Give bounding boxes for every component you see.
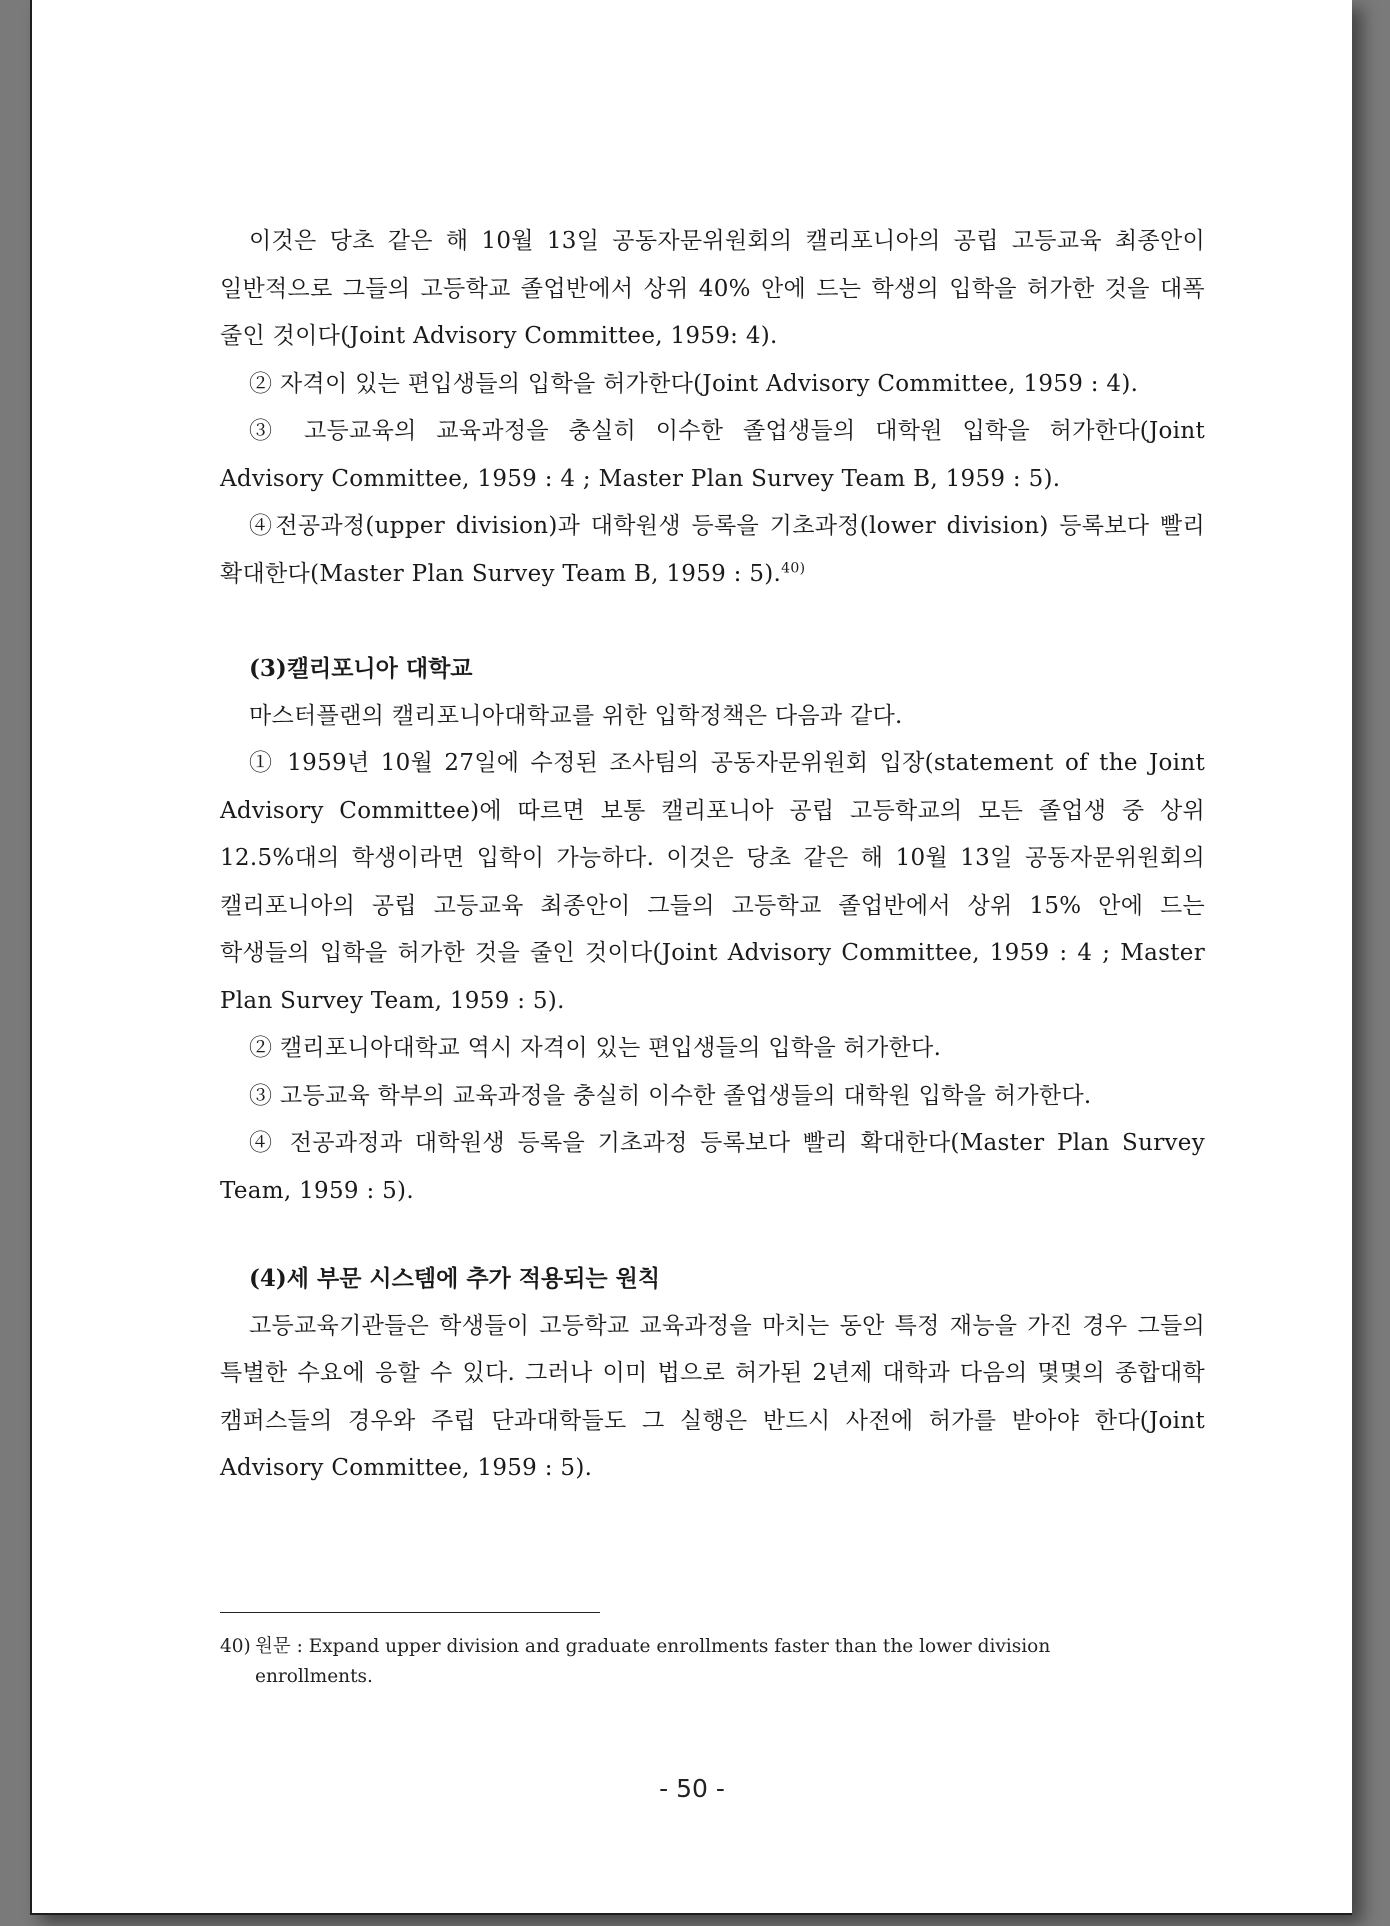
footnote-line — [220, 1632, 1205, 1662]
footnote-divider — [220, 1612, 600, 1613]
footnote — [220, 1632, 1205, 1692]
paragraph: 고등교육기관들은 학생들이 고등학교 교육과정을 마치는 동안 특정 재능을 가진 경우 그들의 특별한 수요에 응할 수 있다. 그러나 이미 법으로 허가된 2년제 대학과 다음의 몇몇의 종합대학 캠퍼스들의 경우와 주립 단과대학들도 그 실행은 반드시 사전에 허가를 받아야 한다(Joint Advisory Committee, 1959 : 5). — [220, 1312, 1205, 1481]
body-text — [220, 218, 1205, 1493]
footnote-reference[interactable]: 40) — [781, 559, 806, 576]
paragraph: ② 캘리포니아대학교 역시 자격이 있는 편입생들의 입학을 허가한다. — [249, 1035, 942, 1061]
paragraph-with-footnote — [220, 503, 1205, 598]
paragraph: ③ 고등교육 학부의 교육과정을 충실히 이수한 졸업생들의 대학원 입학을 허가한다. — [249, 1082, 1092, 1109]
paragraph-text: ④전공과정(upper division)과 대학원생 등록을 기초과정(lower division) 등록보다 빨리 확대한다(Master Plan Survey Team B, 1959 : 5). — [220, 513, 1205, 587]
section-heading: (3)캘리포니아 대학교 — [249, 655, 473, 682]
footnote-text: 원문 : Expand upper division and graduate enrollments faster than the lower division — [255, 1636, 1051, 1657]
paragraph: ③ 고등교육의 교육과정을 충실히 이수한 졸업생들의 대학원 입학을 허가한다(Joint Advisory Committee, 1959 : 4 ; Master Plan Survey Team B, 1959 : 5). — [220, 418, 1205, 492]
section-heading: (4)세 부문 시스템에 추가 적용되는 원칙 — [249, 1265, 661, 1292]
spacer — [220, 1215, 1205, 1255]
paragraph: ④ 전공과정과 대학원생 등록을 기초과정 등록보다 빨리 확대한다(Master Plan Survey Team, 1959 : 5). — [220, 1130, 1205, 1204]
spacer — [220, 598, 1205, 645]
document-page — [30, 0, 1352, 1915]
footnote-text-continued: enrollments. — [255, 1666, 373, 1687]
paragraph: 마스터플랜의 캘리포니아대학교를 위한 입학정책은 다음과 같다. — [249, 702, 903, 729]
paragraph: 이것은 당초 같은 해 10월 13일 공동자문위원회의 캘리포니아의 공립 고등교육 최종안이 일반적으로 그들의 고등학교 졸업반에서 상위 40% 안에 드는 학생의 입학을 허가한 것을 대폭 줄인 것이다(Joint Advisory Committee, 1959: 4). — [220, 228, 1205, 349]
paragraph: ② 자격이 있는 편입생들의 입학을 허가한다(Joint Advisory Committee, 1959 : 4). — [249, 370, 1139, 397]
footnote-number: 40) — [220, 1636, 251, 1657]
page-number: - 50 - — [659, 1774, 725, 1803]
paragraph: ① 1959년 10월 27일에 수정된 조사팀의 공동자문위원회 입장(statement of the Joint Advisory Committee)에 따르면 보통 캘리포니아 공립 고등학교의 모든 졸업생 중 상위 12.5%대의 학생이라면 입학이 가능하다. 이것은 당초 같은 해 10월 13일 공동자문위원회의 캘리포니아의 공립 고등교육 최종안이 그들의 고등학교 졸업반에서 상위 15% 안에 드는 학생들의 입학을 허가한 것을 줄인 것이다(Joint Advisory Committee, 1959 : 4 ; Master Plan Survey Team, 1959 : 5). — [220, 750, 1205, 1014]
